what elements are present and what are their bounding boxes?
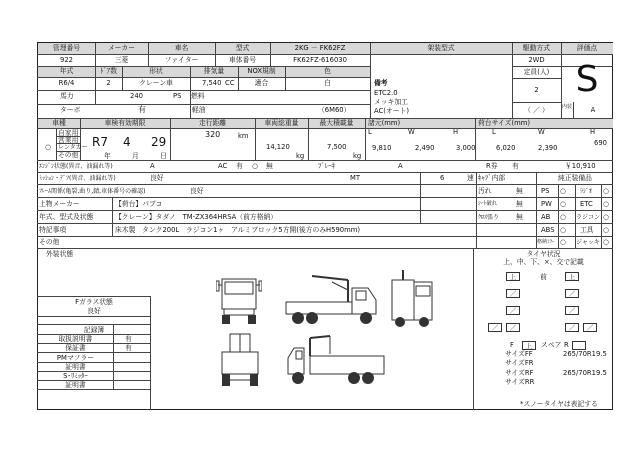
recycle-amount: ￥10,910 bbox=[565, 162, 596, 170]
exterior-label: 外装状態 bbox=[46, 250, 74, 258]
tire-size-fr-label: サイズFR bbox=[505, 359, 534, 367]
tire-spare-r bbox=[572, 341, 586, 350]
tire-mr: ／ bbox=[565, 306, 579, 315]
frame-value: FK62FZ-616030 bbox=[293, 56, 347, 64]
kind-opt-2: 営業用 bbox=[58, 136, 79, 144]
truck-side-view-left bbox=[282, 272, 382, 327]
limiter-cert: 証明書 bbox=[65, 381, 86, 389]
equip-rmark-5: ○ bbox=[603, 238, 609, 246]
tire-fl: 上 bbox=[506, 272, 520, 281]
dim-W-label: W bbox=[408, 128, 415, 136]
pm-cert: 証明書 bbox=[65, 363, 86, 371]
dim-W-value: 2,490 bbox=[415, 144, 435, 152]
interior-label: 内装 bbox=[561, 104, 572, 110]
glass-label: Fガラス状態 bbox=[75, 298, 113, 306]
color-label: 色 bbox=[324, 67, 331, 75]
tire-ml: ／ bbox=[506, 306, 520, 315]
interior-value: A bbox=[590, 106, 596, 114]
name-value: ファイター bbox=[164, 56, 199, 64]
equip-rmark-2: ○ bbox=[603, 200, 609, 208]
equip-rmark-1: ○ bbox=[603, 187, 609, 195]
tsuki-label: 月 bbox=[132, 152, 139, 160]
ac-no: 無 bbox=[266, 162, 273, 170]
mileage-unit: km bbox=[238, 132, 249, 140]
recycle-label: R券 bbox=[486, 162, 498, 170]
equip-right-1: ﾗｼﾞｵ bbox=[580, 188, 593, 195]
kanri-label: 管理番号 bbox=[52, 44, 81, 52]
manual-value: 有 bbox=[125, 335, 132, 343]
cabin-val-2: 無 bbox=[516, 200, 523, 208]
spec-value: 【クレーン】タダノ TM-ZX364HRSA（前方格納） bbox=[115, 213, 278, 221]
tire-fr: 上 bbox=[565, 272, 579, 281]
shaken-month: 29 bbox=[151, 135, 167, 149]
frame-check-label: ﾌﾚｰﾑ関係(亀裂,曲り,錆,車体番号の確認) bbox=[39, 188, 146, 195]
tire-spare-f: 上 bbox=[522, 341, 536, 350]
equip-lmark-5: ○ bbox=[560, 238, 566, 246]
load-label: 最大積載量 bbox=[319, 119, 354, 127]
frame-label: 車体番号 bbox=[228, 56, 257, 64]
kind-opt-3: レンタカー bbox=[58, 144, 88, 151]
kind-opt-4: その他 bbox=[58, 151, 79, 159]
body-maker-value: 【荷台】パブコ bbox=[115, 200, 163, 208]
equip-lmark-2: ○ bbox=[560, 200, 566, 208]
weight-label: 車両総重量 bbox=[264, 119, 299, 127]
cabin-label-2: ｼｰﾄ破れ bbox=[478, 201, 498, 207]
turbo-value: 有 bbox=[138, 105, 146, 114]
cabin-label-3: ｸﾛｽ張り bbox=[478, 214, 500, 221]
truck-side-view-crane bbox=[282, 334, 390, 386]
dims-label: 諸元(mm) bbox=[368, 119, 401, 127]
shaken-label: 車検有効期限 bbox=[104, 119, 146, 127]
cabin-val-1: 無 bbox=[516, 187, 523, 195]
tire-rr-inner: ／ bbox=[565, 323, 579, 332]
hi-label: 日 bbox=[160, 152, 167, 160]
tire-size-ff-value: 265/70R19.5 bbox=[563, 350, 607, 358]
equip-right-3: ラジコン bbox=[576, 214, 601, 221]
tire-fl-2: ／ bbox=[506, 289, 520, 298]
equip-rmark-4: ○ bbox=[603, 226, 609, 234]
cabin-val-3: 無 bbox=[516, 213, 523, 221]
feature-value: 床木製 タンク200L ラジコン1ヶ アルミブロック5方開(後方のみH590mm) bbox=[115, 226, 361, 234]
other-label: その他 bbox=[39, 238, 60, 246]
kanri-value: 922 bbox=[60, 56, 73, 64]
cabin-label-1: 汚れ bbox=[478, 187, 492, 195]
speed-value: 6 bbox=[440, 174, 445, 182]
maker-value: 三菱 bbox=[114, 56, 129, 64]
kind-mark: ○ bbox=[45, 143, 51, 151]
ac-label: AC bbox=[218, 162, 228, 170]
equip-left-3: AB bbox=[541, 213, 551, 221]
record-label: 記録簿 bbox=[83, 326, 105, 334]
tire-size-rr-label: サイズRR bbox=[505, 378, 535, 386]
equip-rmark-3: ○ bbox=[603, 213, 609, 221]
nox-label: NOX規制 bbox=[247, 67, 276, 75]
load-value: 7,500 bbox=[327, 143, 347, 151]
dim-H-value: 3,000 bbox=[456, 144, 476, 152]
dim-L-label: L bbox=[368, 128, 372, 136]
tire-spare-label: スペア bbox=[541, 341, 562, 349]
shape-label: 形状 bbox=[149, 67, 163, 75]
equip-right-5: ジャッキ bbox=[576, 239, 600, 246]
speed-unit: 速 bbox=[467, 174, 474, 182]
mileage-value: 320 bbox=[205, 130, 221, 139]
mission-value: 良好 bbox=[150, 174, 164, 182]
paren-value: （ ／ ） bbox=[524, 106, 549, 114]
bed-W-label: W bbox=[538, 128, 545, 136]
color-value: 白 bbox=[324, 79, 331, 87]
manual-label: 取扱説明書 bbox=[58, 335, 93, 343]
feature-label: 特記事項 bbox=[39, 226, 67, 234]
engine-label: ｴﾝｼﾞﾝ状態(異音、油漏れ等) bbox=[39, 163, 113, 170]
hp-value: 240 bbox=[130, 92, 143, 100]
nen-label: 年 bbox=[104, 152, 111, 160]
equip-right-4: 工具 bbox=[580, 226, 594, 234]
tire-size-rf-label: サイズRF bbox=[505, 369, 534, 377]
tire-f-label: F bbox=[510, 341, 514, 349]
frame-check-value: 良好 bbox=[190, 187, 204, 195]
engine-value: A bbox=[150, 162, 155, 170]
dim-H-label: H bbox=[453, 128, 459, 136]
shape-value: クレーン車 bbox=[139, 79, 173, 87]
remarks-line-3: AC(オート) bbox=[374, 107, 409, 115]
tire-size-ff-label: サイズFF bbox=[505, 350, 533, 358]
truck-side-view-right bbox=[388, 270, 438, 328]
equip-left-4: ABS bbox=[541, 226, 555, 234]
equip-left-1: PS bbox=[541, 187, 550, 195]
truck-front-view bbox=[216, 273, 262, 325]
tire-rl-outer: ／ bbox=[488, 323, 502, 332]
equip-left-2: PW bbox=[541, 200, 552, 208]
equip-lmark-1: ○ bbox=[560, 187, 566, 195]
equip-right-2: ETC bbox=[580, 200, 593, 208]
fuel-label: 燃料 bbox=[191, 92, 205, 100]
tire-fr-2: ／ bbox=[565, 289, 579, 298]
model-label: 型式 bbox=[235, 44, 250, 52]
drive-label: 駆動方式 bbox=[522, 44, 551, 52]
score-label: 評価点 bbox=[576, 44, 598, 52]
tire-title: タイヤ状況 bbox=[526, 250, 561, 258]
pm-label: PMマフラー bbox=[56, 354, 95, 362]
rack-label: 架装型式 bbox=[427, 44, 455, 52]
remarks-line-2: メッキ加工 bbox=[374, 98, 408, 106]
truck-rear-view bbox=[218, 330, 262, 388]
mission-label: ﾐｯｼｮﾝ・ﾃﾞﾌ(異音、油漏れ等) bbox=[39, 175, 116, 182]
model-value: 2KG － FK62FZ bbox=[294, 44, 346, 52]
tire-size-rf-value: 265/70R19.5 bbox=[563, 369, 607, 377]
disp-value: 7,540 bbox=[202, 79, 222, 87]
ac-mark: ○ bbox=[252, 162, 258, 170]
turbo-label: ターボ bbox=[60, 106, 81, 114]
door-label: ﾄﾞｱ数 bbox=[100, 67, 117, 75]
year-value: R6/4 bbox=[58, 79, 75, 87]
hp-unit: PS bbox=[173, 92, 182, 100]
shaken-year: 4 bbox=[123, 135, 131, 149]
equip-lmark-4: ○ bbox=[560, 226, 566, 234]
brake-value: A bbox=[398, 162, 403, 170]
ac-yes: 有 bbox=[236, 162, 243, 170]
mission-code: （6M60） bbox=[318, 106, 351, 114]
grade-score: S bbox=[575, 59, 599, 100]
kind-opt-1: 自家用 bbox=[58, 129, 79, 137]
dim-L-value: 9,810 bbox=[372, 144, 392, 152]
bed-L-label: L bbox=[492, 128, 496, 136]
disp-unit: CC bbox=[225, 79, 235, 87]
kind-label: 車種 bbox=[52, 119, 66, 127]
maker-label: メーカー bbox=[107, 44, 136, 52]
bed-label: 荷台サイズ(mm) bbox=[478, 119, 530, 127]
bed-L-value: 6,020 bbox=[496, 144, 516, 152]
equip-left-5: 格納ﾐﾗｰ bbox=[537, 239, 555, 245]
fuel-value: 軽油 bbox=[192, 106, 206, 114]
capacity-value: 2 bbox=[534, 86, 539, 94]
shaken-era: R7 bbox=[92, 135, 108, 149]
bed-H-value: 690 bbox=[594, 139, 607, 147]
recycle-yes: 有 bbox=[512, 162, 519, 170]
capacity-label: 定員(人) bbox=[523, 68, 550, 76]
bed-H-label: H bbox=[590, 128, 596, 136]
tire-rr-outer: ／ bbox=[583, 323, 597, 332]
mileage-label: 走行距離 bbox=[198, 119, 227, 127]
hp-label: 馬力 bbox=[60, 92, 74, 100]
glass-value: 良好 bbox=[87, 307, 101, 315]
spec-label: 年式、型式及状態 bbox=[39, 213, 94, 221]
drive-value: 2WD bbox=[528, 56, 545, 64]
tire-front-label: 前 bbox=[540, 273, 547, 281]
door-value: 2 bbox=[106, 79, 111, 87]
equip-lmark-3: ○ bbox=[560, 213, 566, 221]
tire-r-label: R bbox=[564, 341, 569, 349]
load-unit: kg bbox=[353, 152, 362, 160]
weight-unit: kg bbox=[296, 152, 305, 160]
limiter-label: S･ﾘﾐｯﾀｰ bbox=[63, 372, 88, 380]
tire-rl-inner: ／ bbox=[506, 323, 520, 332]
tire-subtitle: 上、中、下、×、交で記載 bbox=[503, 258, 584, 266]
remarks-label: 備考 bbox=[374, 79, 388, 87]
year-label: 年式 bbox=[59, 67, 74, 75]
tire-note: *スノータイヤは表記する bbox=[520, 400, 598, 408]
warranty-label: 保証書 bbox=[65, 344, 86, 352]
weight-value: 14,120 bbox=[266, 143, 290, 151]
opt-label: 純正装備品 bbox=[558, 174, 592, 182]
remarks-line-1: ETC2.0 bbox=[374, 89, 398, 97]
name-label: 車名 bbox=[174, 44, 189, 52]
nox-value: 適合 bbox=[254, 79, 269, 87]
warranty-value: 有 bbox=[125, 344, 132, 352]
bed-W-value: 2,390 bbox=[538, 144, 558, 152]
disp-label: 排気量 bbox=[203, 67, 225, 75]
brake-label: ﾌﾞﾚｰｷ bbox=[318, 162, 335, 170]
body-maker-label: 上物メーカー bbox=[39, 200, 80, 208]
mt-label: MT bbox=[350, 174, 361, 182]
cab-label: ｷｬﾌﾞ内部 bbox=[478, 174, 506, 182]
